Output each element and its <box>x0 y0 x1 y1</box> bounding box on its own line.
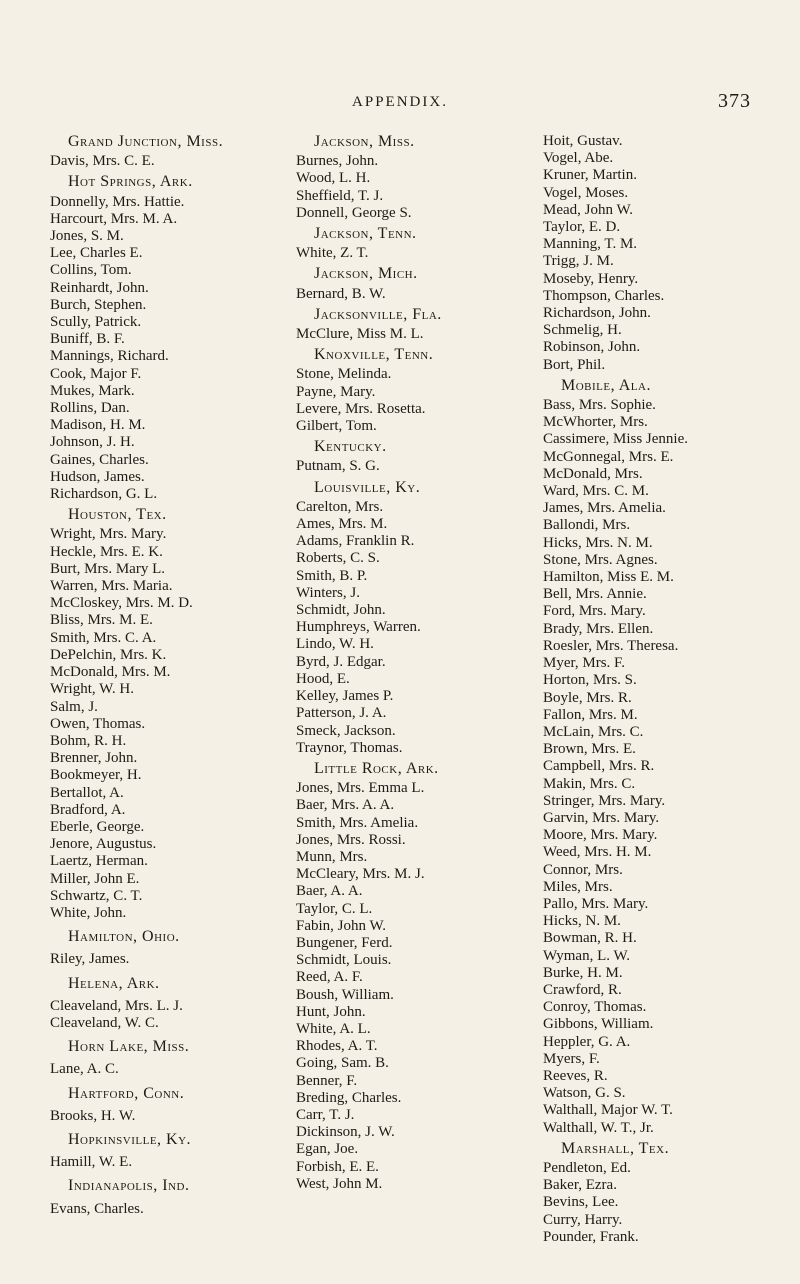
subscriber-name: Burch, Stephen. <box>50 296 147 313</box>
location-heading: Louisville, Ky. <box>314 478 421 496</box>
subscriber-name: Richardson, John. <box>543 305 651 322</box>
subscriber-name: Wood, L. H. <box>296 170 371 187</box>
subscriber-name: Weed, Mrs. H. M. <box>543 844 652 861</box>
subscriber-name: Munn, Mrs. <box>296 848 368 865</box>
subscriber-name: Burt, Mrs. Mary L. <box>50 560 165 577</box>
subscriber-name: Moore, Mrs. Mary. <box>543 827 658 844</box>
location-section <box>296 265 526 302</box>
subscriber-name: Cleaveland, Mrs. L. J. <box>50 997 183 1014</box>
location-section <box>50 928 270 968</box>
subscriber-name: Smeck, Jackson. <box>296 722 396 739</box>
location-section <box>296 225 526 262</box>
subscriber-name: Schwartz, C. T. <box>50 887 143 904</box>
subscriber-name: Collins, Tom. <box>50 262 132 279</box>
subscriber-name: Reeves, R. <box>543 1067 608 1084</box>
page-number: 373 <box>718 90 751 112</box>
subscriber-name: Bertallot, A. <box>50 784 124 801</box>
subscriber-name: Cook, Major F. <box>50 365 142 382</box>
subscriber-name: Warren, Mrs. Maria. <box>50 578 173 595</box>
subscriber-name: Eberle, George. <box>50 818 145 835</box>
subscriber-name: Smith, Mrs. C. A. <box>50 629 157 646</box>
location-section <box>50 506 270 922</box>
subscriber-name: Brown, Mrs. E. <box>543 741 636 758</box>
subscriber-name: Stringer, Mrs. Mary. <box>543 792 666 809</box>
subscriber-name: Conroy, Thomas. <box>543 999 647 1016</box>
subscriber-name: Adams, Franklin R. <box>296 533 415 550</box>
subscriber-name: McWhorter, Mrs. <box>543 414 648 431</box>
location-heading: Little Rock, Ark. <box>314 759 439 777</box>
subscriber-name: Mukes, Mark. <box>50 382 135 399</box>
subscriber-name: Baer, A. A. <box>296 883 363 900</box>
column-2 <box>296 133 526 1193</box>
subscriber-name: Bradford, A. <box>50 801 126 818</box>
subscriber-name: Taylor, E. D. <box>543 219 621 236</box>
subscriber-name: Egan, Joe. <box>296 1141 359 1158</box>
location-heading: Knoxville, Tenn. <box>314 346 434 364</box>
location-heading: Hot Springs, Ark. <box>68 173 193 191</box>
location-heading: Marshall, Tex. <box>561 1139 670 1157</box>
subscriber-name: Mannings, Richard. <box>50 348 169 365</box>
subscriber-name: Bell, Mrs. Annie. <box>543 586 647 603</box>
subscriber-name: Jones, Mrs. Emma L. <box>296 780 425 797</box>
subscriber-name: Rollins, Dan. <box>50 400 130 417</box>
location-section <box>296 438 526 475</box>
subscriber-name: Brenner, John. <box>50 750 138 767</box>
subscriber-name: Bevins, Lee. <box>543 1194 619 1211</box>
subscriber-name: Forbish, E. E. <box>296 1158 379 1175</box>
subscriber-name: Cassimere, Miss Jennie. <box>543 431 688 448</box>
subscriber-name: Schmelig, H. <box>543 322 622 339</box>
subscriber-name: Hicks, N. M. <box>543 913 621 930</box>
subscriber-name: Stone, Mrs. Agnes. <box>543 551 658 568</box>
subscriber-name: Campbell, Mrs. R. <box>543 758 655 775</box>
subscriber-name: Bookmeyer, H. <box>50 767 142 784</box>
subscriber-name: Bernard, B. W. <box>296 285 386 302</box>
column-3 <box>543 133 783 1246</box>
subscriber-name: Jenore, Augustus. <box>50 836 157 853</box>
subscriber-name: Richardson, G. L. <box>50 486 158 503</box>
subscriber-name: Buniff, B. F. <box>50 331 125 348</box>
subscriber-name: Stone, Melinda. <box>296 366 392 383</box>
subscriber-name: Mead, John W. <box>543 201 633 218</box>
location-section <box>296 133 526 222</box>
subscriber-name: Fallon, Mrs. M. <box>543 706 638 723</box>
subscriber-name: Payne, Mary. <box>296 383 376 400</box>
subscriber-name: McClure, Miss M. L. <box>296 326 424 343</box>
location-heading: Jackson, Tenn. <box>314 225 417 243</box>
subscriber-name: Lane, A. C. <box>50 1061 119 1078</box>
subscriber-name: Trigg, J. M. <box>543 253 614 270</box>
subscriber-name: Gibbons, William. <box>543 1016 654 1033</box>
subscriber-name: Rhodes, A. T. <box>296 1038 378 1055</box>
subscriber-name: White, John. <box>50 904 127 921</box>
subscriber-name: Jones, Mrs. Rossi. <box>296 831 406 848</box>
subscriber-name: Laertz, Herman. <box>50 853 148 870</box>
subscriber-name: Johnson, J. H. <box>50 434 135 451</box>
subscriber-name: Sheffield, T. J. <box>296 187 384 204</box>
subscriber-name: Ford, Mrs. Mary. <box>543 603 646 620</box>
subscriber-name: Madison, H. M. <box>50 417 146 434</box>
subscriber-name: Reed, A. F. <box>296 969 363 986</box>
location-heading: Kentucky. <box>314 438 387 456</box>
subscriber-name: Roesler, Mrs. Theresa. <box>543 637 679 654</box>
subscriber-name: McGonnegal, Mrs. E. <box>543 448 674 465</box>
subscriber-name: Hicks, Mrs. N. M. <box>543 534 653 551</box>
subscriber-name: Brooks, H. W. <box>50 1107 136 1124</box>
subscriber-name: Miller, John E. <box>50 870 140 887</box>
location-heading: Indianapolis, Ind. <box>68 1177 190 1195</box>
subscriber-name: Hoit, Gustav. <box>543 133 623 149</box>
subscriber-name: Cleaveland, W. C. <box>50 1014 159 1031</box>
subscriber-name: Salm, J. <box>50 698 98 715</box>
subscriber-name: Moseby, Henry. <box>543 270 639 287</box>
subscriber-name: White, Z. T. <box>296 245 369 262</box>
subscriber-name: Hood, E. <box>296 670 350 687</box>
subscriber-name: Myer, Mrs. F. <box>543 655 625 672</box>
subscriber-name: Pounder, Frank. <box>543 1228 639 1245</box>
location-heading: Hamilton, Ohio. <box>68 928 180 946</box>
subscriber-name: Hamilton, Miss E. M. <box>543 569 674 586</box>
location-section <box>50 975 270 1033</box>
subscriber-name: McDonald, Mrs. M. <box>50 664 171 681</box>
subscriber-name: Taylor, C. L. <box>296 900 373 917</box>
subscriber-name: Watson, G. S. <box>543 1085 626 1102</box>
subscriber-name: Garvin, Mrs. Mary. <box>543 809 660 826</box>
subscriber-name: Wright, W. H. <box>50 681 134 698</box>
subscriber-name: Wyman, L. W. <box>543 947 631 964</box>
location-section <box>296 760 526 1193</box>
subscriber-name: Owen, Thomas. <box>50 715 146 732</box>
subscriber-name: McCleary, Mrs. M. J. <box>296 866 425 883</box>
subscriber-name: Hudson, James. <box>50 468 145 485</box>
location-section <box>543 133 783 374</box>
subscriber-name: Ward, Mrs. C. M. <box>543 483 649 500</box>
subscriber-name: McLain, Mrs. C. <box>543 723 644 740</box>
subscriber-name: Harcourt, Mrs. M. A. <box>50 210 178 227</box>
location-heading: Grand Junction, Miss. <box>68 133 224 150</box>
location-section <box>50 1085 270 1125</box>
subscriber-name: Reinhardt, John. <box>50 279 149 296</box>
subscriber-name: Roberts, C. S. <box>296 550 380 567</box>
location-section <box>50 1131 270 1171</box>
subscriber-name: Boyle, Mrs. R. <box>543 689 632 706</box>
subscriber-name: Evans, Charles. <box>50 1200 144 1217</box>
subscriber-name: Schmidt, Louis. <box>296 952 392 969</box>
subscriber-name: Walthall, W. T., Jr. <box>543 1119 654 1136</box>
subscriber-name: Baer, Mrs. A. A. <box>296 797 395 814</box>
location-heading: Jackson, Miss. <box>314 133 415 150</box>
subscriber-name: Carelton, Mrs. <box>296 498 384 515</box>
subscriber-name: Benner, F. <box>296 1072 358 1089</box>
location-heading: Houston, Tex. <box>68 506 167 524</box>
subscriber-name: McCloskey, Mrs. M. D. <box>50 595 193 612</box>
subscriber-name: Smith, Mrs. Amelia. <box>296 814 419 831</box>
location-heading: Hartford, Conn. <box>68 1084 185 1102</box>
subscriber-name: Vogel, Abe. <box>543 150 614 167</box>
location-section <box>50 1038 270 1078</box>
subscriber-name: Hunt, John. <box>296 1003 366 1020</box>
location-heading: Mobile, Ala. <box>561 376 651 394</box>
subscriber-name: Byrd, J. Edgar. <box>296 653 386 670</box>
subscriber-name: Scully, Patrick. <box>50 314 142 331</box>
subscriber-name: Heppler, G. A. <box>543 1033 631 1050</box>
subscriber-name: James, Mrs. Amelia. <box>543 500 666 517</box>
subscriber-name: Pendleton, Ed. <box>543 1159 631 1176</box>
subscriber-name: Bliss, Mrs. M. E. <box>50 612 153 629</box>
location-section <box>50 173 270 503</box>
location-heading: Helena, Ark. <box>68 974 160 992</box>
subscriber-name: Burke, H. M. <box>543 964 623 981</box>
subscriber-name: Levere, Mrs. Rosetta. <box>296 400 426 417</box>
subscriber-name: Burnes, John. <box>296 153 379 170</box>
subscriber-name: Gaines, Charles. <box>50 451 149 468</box>
subscriber-name: Donnelly, Mrs. Hattie. <box>50 193 185 210</box>
subscriber-name: DePelchin, Mrs. K. <box>50 646 167 663</box>
location-section <box>296 479 526 757</box>
subscriber-name: Humphreys, Warren. <box>296 619 421 636</box>
subscriber-name: Gilbert, Tom. <box>296 418 377 435</box>
location-heading: Jackson, Mich. <box>314 265 418 283</box>
subscriber-name: McDonald, Mrs. <box>543 465 643 482</box>
subscriber-name: Ames, Mrs. M. <box>296 516 388 533</box>
subscriber-name: Wright, Mrs. Mary. <box>50 526 167 543</box>
subscriber-name: Bohm, R. H. <box>50 732 127 749</box>
location-section <box>296 306 526 343</box>
subscriber-name: Davis, Mrs. C. E. <box>50 153 155 170</box>
subscriber-name: Traynor, Thomas. <box>296 739 403 756</box>
subscriber-name: Boush, William. <box>296 986 394 1003</box>
subscriber-name: Fabin, John W. <box>296 917 387 934</box>
subscriber-name: Walthall, Major W. T. <box>543 1102 673 1119</box>
subscriber-name: Breding, Charles. <box>296 1089 402 1106</box>
subscriber-name: Manning, T. M. <box>543 236 638 253</box>
subscriber-name: Smith, B. P. <box>296 567 368 584</box>
subscriber-name: Myers, F. <box>543 1050 600 1067</box>
subscriber-name: Going, Sam. B. <box>296 1055 389 1072</box>
subscriber-name: Crawford, R. <box>543 981 622 998</box>
subscriber-name: Lindo, W. H. <box>296 636 374 653</box>
location-section <box>543 1140 783 1246</box>
subscriber-name: Baker, Ezra. <box>543 1177 617 1194</box>
subscriber-name: Pallo, Mrs. Mary. <box>543 895 649 912</box>
location-section <box>296 346 526 435</box>
subscriber-name: Bungener, Ferd. <box>296 934 393 951</box>
subscriber-name: Kruner, Martin. <box>543 167 637 184</box>
subscriber-name: Schmidt, John. <box>296 602 386 619</box>
subscriber-name: West, John M. <box>296 1175 383 1192</box>
subscriber-name: Putnam, S. G. <box>296 458 380 475</box>
location-section <box>50 133 270 170</box>
subscriber-name: Lee, Charles E. <box>50 245 143 262</box>
subscriber-name: Makin, Mrs. C. <box>543 775 636 792</box>
subscriber-name: Brady, Mrs. Ellen. <box>543 620 654 637</box>
subscriber-name: Dickinson, J. W. <box>296 1124 395 1141</box>
location-heading: Jacksonville, Fla. <box>314 305 442 323</box>
subscriber-name: Bort, Phil. <box>543 356 606 373</box>
subscriber-name: Thompson, Charles. <box>543 287 665 304</box>
subscriber-name: Carr, T. J. <box>296 1106 355 1123</box>
subscriber-name: Hamill, W. E. <box>50 1154 133 1171</box>
location-section <box>543 377 783 1137</box>
subscriber-name: Horton, Mrs. S. <box>543 672 637 689</box>
subscriber-name: Bowman, R. H. <box>543 930 637 947</box>
subscriber-name: Connor, Mrs. <box>543 861 623 878</box>
subscriber-name: Vogel, Moses. <box>543 184 629 201</box>
running-head: APPENDIX. <box>352 94 448 110</box>
subscriber-name: Curry, Harry. <box>543 1211 623 1228</box>
location-section <box>50 1177 270 1217</box>
subscriber-name: White, A. L. <box>296 1020 371 1037</box>
subscriber-name: Riley, James. <box>50 951 130 968</box>
subscriber-name: Heckle, Mrs. E. K. <box>50 543 163 560</box>
subscriber-name: Ballondi, Mrs. <box>543 517 631 534</box>
subscriber-name: Donnell, George S. <box>296 204 412 221</box>
subscriber-name: Bass, Mrs. Sophie. <box>543 397 656 414</box>
subscriber-name: Kelley, James P. <box>296 688 394 705</box>
subscriber-name: Winters, J. <box>296 584 360 601</box>
location-heading: Horn Lake, Miss. <box>68 1038 190 1056</box>
location-heading: Hopkinsville, Ky. <box>68 1130 192 1148</box>
subscriber-name: Patterson, J. A. <box>296 705 387 722</box>
column-1 <box>50 133 270 1218</box>
subscriber-name: Robinson, John. <box>543 339 641 356</box>
subscriber-name: Miles, Mrs. <box>543 878 613 895</box>
subscriber-name: Jones, S. M. <box>50 228 124 245</box>
